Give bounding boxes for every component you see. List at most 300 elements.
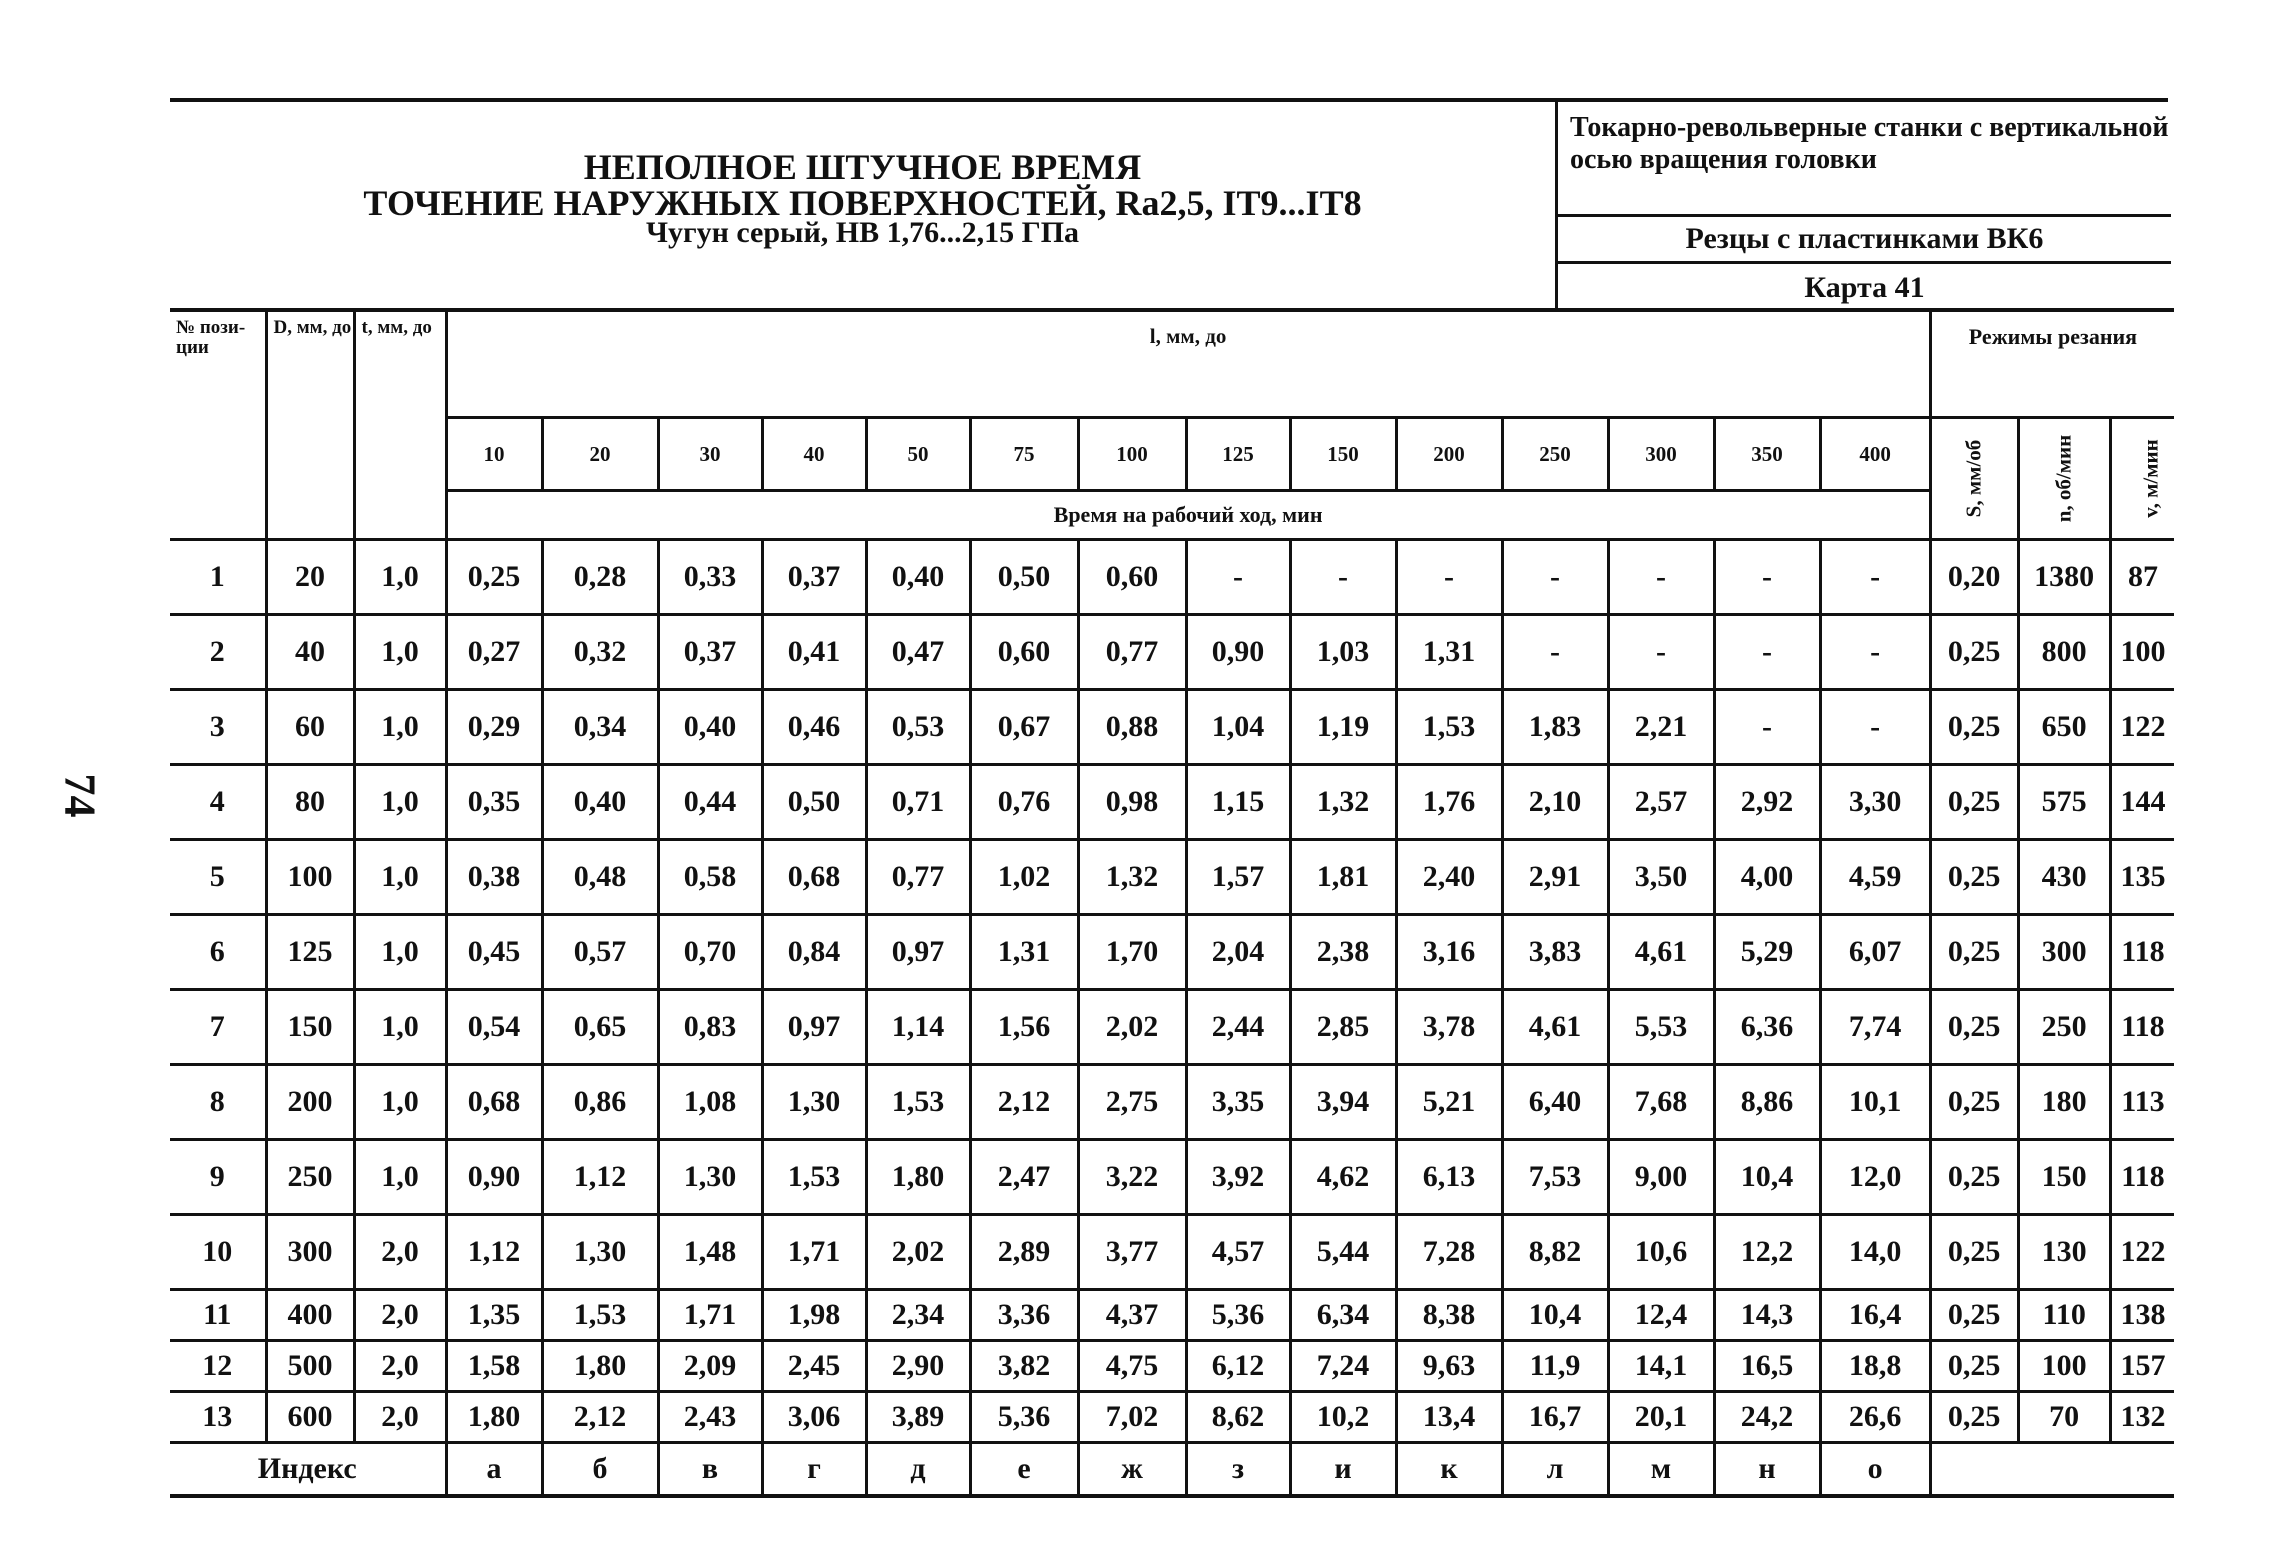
time-cell: 0,65 [542,990,658,1065]
time-cell: 3,78 [1396,990,1502,1065]
header-time: Время на рабочий ход, мин [446,491,1930,540]
time-cell: 1,53 [866,1065,970,1140]
header-depth: t, мм, до [354,310,446,540]
table-row [170,1341,2174,1392]
position-cell: 11 [170,1290,266,1341]
length-values-row [170,418,2174,491]
time-cell: 1,03 [1290,615,1396,690]
time-cell: 0,33 [658,540,762,615]
rpm-cell: 150 [2018,1140,2110,1215]
time-cell: 13,4 [1396,1392,1502,1443]
time-cell: 1,30 [658,1140,762,1215]
time-cell: 5,36 [1186,1290,1290,1341]
table-row [170,540,2174,615]
feed-cell: 0,25 [1930,765,2018,840]
time-cell: - [1820,690,1930,765]
diameter-cell: 40 [266,615,354,690]
table-row [170,990,2174,1065]
time-cell: 2,10 [1502,765,1608,840]
time-cell: 0,45 [446,915,542,990]
index-cell: о [1820,1443,1930,1497]
speed-cell: 144 [2110,765,2174,840]
time-cell: 0,25 [446,540,542,615]
speed-cell: 157 [2110,1341,2174,1392]
time-cell: 3,50 [1608,840,1714,915]
title-block [170,102,1555,312]
time-cell: 0,76 [970,765,1078,840]
length-header: 350 [1714,418,1820,491]
time-cell: 12,0 [1820,1140,1930,1215]
time-cell: 10,4 [1502,1290,1608,1341]
time-table [170,308,2174,1498]
diameter-cell: 100 [266,840,354,915]
time-cell: 2,47 [970,1140,1078,1215]
length-header: 40 [762,418,866,491]
time-cell: 1,53 [1396,690,1502,765]
time-cell: - [1820,615,1930,690]
time-cell: - [1608,615,1714,690]
speed-cell: 118 [2110,915,2174,990]
time-cell: 0,50 [970,540,1078,615]
rpm-cell: 650 [2018,690,2110,765]
time-cell: 2,43 [658,1392,762,1443]
index-cell: г [762,1443,866,1497]
feed-cell: 0,25 [1930,1290,2018,1341]
time-cell: 0,47 [866,615,970,690]
time-cell: 1,31 [970,915,1078,990]
time-cell: 10,6 [1608,1215,1714,1290]
feed-cell: 0,25 [1930,990,2018,1065]
rpm-cell: 575 [2018,765,2110,840]
time-cell: 7,74 [1820,990,1930,1065]
speed-cell: 122 [2110,690,2174,765]
table-row [170,915,2174,990]
index-label: Индекс [170,1443,446,1497]
time-cell: 0,58 [658,840,762,915]
time-cell: 0,44 [658,765,762,840]
feed-cell: 0,25 [1930,1140,2018,1215]
time-cell: 2,45 [762,1341,866,1392]
index-row [170,1443,2174,1497]
time-cell: 0,70 [658,915,762,990]
time-cell: 2,85 [1290,990,1396,1065]
rpm-cell: 130 [2018,1215,2110,1290]
time-cell: 6,13 [1396,1140,1502,1215]
length-header: 20 [542,418,658,491]
time-cell: 4,62 [1290,1140,1396,1215]
depth-cell: 1,0 [354,690,446,765]
length-header: 10 [446,418,542,491]
time-cell: 0,86 [542,1065,658,1140]
time-cell: 7,53 [1502,1140,1608,1215]
time-cell: 0,67 [970,690,1078,765]
time-cell: 16,5 [1714,1341,1820,1392]
depth-cell: 2,0 [354,1290,446,1341]
time-cell: 0,83 [658,990,762,1065]
time-cell: 2,40 [1396,840,1502,915]
time-cell: 14,0 [1820,1215,1930,1290]
machine-type: Токарно-револьверные станки с вертикальной осью вращения головки [1570,112,2169,175]
time-cell: 2,38 [1290,915,1396,990]
index-cell: б [542,1443,658,1497]
time-cell: 5,53 [1608,990,1714,1065]
time-cell: 0,60 [1078,540,1186,615]
time-cell: 0,68 [762,840,866,915]
index-cell: д [866,1443,970,1497]
feed-cell: 0,25 [1930,1065,2018,1140]
time-cell: 16,7 [1502,1392,1608,1443]
time-cell: 0,40 [866,540,970,615]
index-cell: в [658,1443,762,1497]
length-header: 150 [1290,418,1396,491]
length-header: 100 [1078,418,1186,491]
time-cell: 1,15 [1186,765,1290,840]
time-cell: 1,83 [1502,690,1608,765]
time-cell: 1,70 [1078,915,1186,990]
time-cell: 3,30 [1820,765,1930,840]
time-cell: 14,3 [1714,1290,1820,1341]
time-cell: 4,00 [1714,840,1820,915]
time-cell: 10,2 [1290,1392,1396,1443]
index-cell: м [1608,1443,1714,1497]
time-cell: - [1608,540,1714,615]
speed-cell: 132 [2110,1392,2174,1443]
time-cell: 11,9 [1502,1341,1608,1392]
header-rpm: n, об/мин [2018,418,2110,540]
header-cutting-modes: Режимы резания [1930,310,2174,418]
feed-cell: 0,25 [1930,1215,2018,1290]
time-cell: 3,36 [970,1290,1078,1341]
time-cell: 1,08 [658,1065,762,1140]
speed-cell: 118 [2110,990,2174,1065]
index-cell: ж [1078,1443,1186,1497]
time-cell: 0,46 [762,690,866,765]
title-operation: ТОЧЕНИЕ НАРУЖНЫХ ПОВЕРХНОСТЕЙ, Ra2,5, IT9...IT8 [363,183,1362,223]
table-row [170,1140,2174,1215]
rpm-cell: 250 [2018,990,2110,1065]
time-cell: 0,90 [446,1140,542,1215]
time-cell: 0,88 [1078,690,1186,765]
table-row [170,615,2174,690]
time-cell: 2,92 [1714,765,1820,840]
time-cell: 12,2 [1714,1215,1820,1290]
time-cell: 0,32 [542,615,658,690]
position-cell: 12 [170,1341,266,1392]
time-cell: 0,40 [542,765,658,840]
depth-cell: 2,0 [354,1215,446,1290]
diameter-cell: 300 [266,1215,354,1290]
length-header: 200 [1396,418,1502,491]
time-cell: 0,57 [542,915,658,990]
time-cell: 0,77 [1078,615,1186,690]
time-cell: 2,90 [866,1341,970,1392]
time-cell: 3,22 [1078,1140,1186,1215]
time-cell: 6,36 [1714,990,1820,1065]
time-cell: - [1714,540,1820,615]
time-cell: 0,41 [762,615,866,690]
position-cell: 3 [170,690,266,765]
header-length: l, мм, до [446,310,1930,418]
time-cell: 4,37 [1078,1290,1186,1341]
page-number: 74 [55,773,105,818]
time-cell: 6,07 [1820,915,1930,990]
time-cell: 5,44 [1290,1215,1396,1290]
header-feed: S, мм/об [1930,418,2018,540]
diameter-cell: 20 [266,540,354,615]
length-header: 75 [970,418,1078,491]
title-main: НЕПОЛНОЕ ШТУЧНОЕ ВРЕМЯ [583,147,1142,187]
position-cell: 6 [170,915,266,990]
time-cell: 1,30 [542,1215,658,1290]
table-body [170,540,2174,1497]
feed-cell: 0,25 [1930,1341,2018,1392]
time-cell: 1,32 [1290,765,1396,840]
header-right-block [1555,102,2171,312]
time-cell: 12,4 [1608,1290,1714,1341]
time-cell: 26,6 [1820,1392,1930,1443]
time-cell: 0,29 [446,690,542,765]
time-cell: 4,61 [1608,915,1714,990]
time-cell: 1,14 [866,990,970,1065]
time-cell: 2,75 [1078,1065,1186,1140]
depth-cell: 1,0 [354,615,446,690]
time-cell: 0,53 [866,690,970,765]
position-cell: 13 [170,1392,266,1443]
speed-cell: 87 [2110,540,2174,615]
time-cell: 0,77 [866,840,970,915]
speed-cell: 138 [2110,1290,2174,1341]
position-cell: 4 [170,765,266,840]
time-cell: 1,80 [866,1140,970,1215]
table-row [170,1065,2174,1140]
time-cell: - [1714,615,1820,690]
time-cell: 0,84 [762,915,866,990]
index-cell: л [1502,1443,1608,1497]
time-cell: 0,71 [866,765,970,840]
card-number: Карта 41 [1558,261,2171,312]
header-diameter: D, мм, до [266,310,354,540]
time-cell: 1,31 [1396,615,1502,690]
time-cell: 1,35 [446,1290,542,1341]
time-cell: 0,48 [542,840,658,915]
table-row [170,840,2174,915]
time-cell: 0,28 [542,540,658,615]
time-cell: 8,38 [1396,1290,1502,1341]
position-cell: 5 [170,840,266,915]
time-cell: 4,57 [1186,1215,1290,1290]
title-material: Чугун серый, НВ 1,76...2,15 ГПа [645,216,1080,249]
diameter-cell: 200 [266,1065,354,1140]
feed-cell: 0,25 [1930,1392,2018,1443]
position-cell: 2 [170,615,266,690]
speed-cell: 135 [2110,840,2174,915]
time-cell: 0,97 [866,915,970,990]
time-cell: - [1714,690,1820,765]
time-cell: 1,80 [542,1341,658,1392]
time-cell: 1,76 [1396,765,1502,840]
depth-cell: 1,0 [354,840,446,915]
time-cell: 0,68 [446,1065,542,1140]
length-header: 250 [1502,418,1608,491]
time-cell: 2,89 [970,1215,1078,1290]
rpm-cell: 110 [2018,1290,2110,1341]
time-cell: - [1290,540,1396,615]
speed-cell: 100 [2110,615,2174,690]
time-cell: 1,57 [1186,840,1290,915]
rpm-cell: 800 [2018,615,2110,690]
header-position: № пози-ции [170,310,266,540]
length-header: 300 [1608,418,1714,491]
time-cell: 6,12 [1186,1341,1290,1392]
time-cell: 0,90 [1186,615,1290,690]
diameter-cell: 500 [266,1341,354,1392]
time-cell: 6,40 [1502,1065,1608,1140]
time-cell: 5,21 [1396,1065,1502,1140]
position-cell: 10 [170,1215,266,1290]
time-cell: 1,71 [762,1215,866,1290]
diameter-cell: 80 [266,765,354,840]
time-cell: 2,21 [1608,690,1714,765]
table-row [170,1290,2174,1341]
time-cell: 2,44 [1186,990,1290,1065]
time-cell: - [1502,540,1608,615]
diameter-cell: 125 [266,915,354,990]
time-cell: 1,56 [970,990,1078,1065]
time-cell: 3,16 [1396,915,1502,990]
index-cell: е [970,1443,1078,1497]
index-cell: а [446,1443,542,1497]
time-cell: 0,35 [446,765,542,840]
card-header [170,98,2168,312]
time-cell: 2,09 [658,1341,762,1392]
feed-cell: 0,25 [1930,690,2018,765]
table-row [170,690,2174,765]
time-cell: 7,02 [1078,1392,1186,1443]
time-cell: 1,98 [762,1290,866,1341]
time-cell: 2,91 [1502,840,1608,915]
table-row [170,1392,2174,1443]
time-cell: 8,86 [1714,1065,1820,1140]
table-row [170,765,2174,840]
time-cell: 4,61 [1502,990,1608,1065]
time-cell: 0,34 [542,690,658,765]
time-cell: 1,58 [446,1341,542,1392]
speed-cell: 113 [2110,1065,2174,1140]
time-cell: 1,30 [762,1065,866,1140]
time-cell: 6,34 [1290,1290,1396,1341]
depth-cell: 2,0 [354,1341,446,1392]
time-cell: 5,36 [970,1392,1078,1443]
length-header: 30 [658,418,762,491]
tool-type: Резцы с пластинками ВК6 [1558,214,2171,261]
position-cell: 9 [170,1140,266,1215]
time-cell: 1,12 [446,1215,542,1290]
time-cell: 2,57 [1608,765,1714,840]
time-cell: 4,59 [1820,840,1930,915]
time-cell: 5,29 [1714,915,1820,990]
time-cell: 3,82 [970,1341,1078,1392]
time-cell: 1,81 [1290,840,1396,915]
time-cell: 2,04 [1186,915,1290,990]
depth-cell: 2,0 [354,1392,446,1443]
time-cell: 8,82 [1502,1215,1608,1290]
index-cell: з [1186,1443,1290,1497]
time-cell: 3,77 [1078,1215,1186,1290]
time-cell: 3,89 [866,1392,970,1443]
time-cell: 18,8 [1820,1341,1930,1392]
time-cell: - [1186,540,1290,615]
feed-cell: 0,25 [1930,615,2018,690]
diameter-cell: 150 [266,990,354,1065]
depth-cell: 1,0 [354,765,446,840]
position-cell: 7 [170,990,266,1065]
time-cell: 1,04 [1186,690,1290,765]
time-cell: 4,75 [1078,1341,1186,1392]
time-cell: 0,37 [762,540,866,615]
index-cell: н [1714,1443,1820,1497]
time-cell: 7,68 [1608,1065,1714,1140]
table-row [170,1215,2174,1290]
time-cell: 7,28 [1396,1215,1502,1290]
rpm-cell: 100 [2018,1341,2110,1392]
feed-cell: 0,25 [1930,840,2018,915]
time-cell: 7,24 [1290,1341,1396,1392]
time-cell: 20,1 [1608,1392,1714,1443]
depth-cell: 1,0 [354,540,446,615]
length-header: 400 [1820,418,1930,491]
time-cell: 1,80 [446,1392,542,1443]
time-cell: 0,60 [970,615,1078,690]
time-cell: 1,12 [542,1140,658,1215]
length-header: 125 [1186,418,1290,491]
time-cell: 2,02 [866,1215,970,1290]
time-cell: 1,32 [1078,840,1186,915]
time-cell: 1,53 [542,1290,658,1341]
time-cell: 8,62 [1186,1392,1290,1443]
length-header: 50 [866,418,970,491]
time-cell: 9,63 [1396,1341,1502,1392]
time-cell: 0,54 [446,990,542,1065]
time-cell: 2,12 [542,1392,658,1443]
time-cell: 3,83 [1502,915,1608,990]
rpm-cell: 430 [2018,840,2110,915]
time-cell: 0,98 [1078,765,1186,840]
feed-cell: 0,25 [1930,915,2018,990]
time-cell: 0,38 [446,840,542,915]
time-cell: 9,00 [1608,1140,1714,1215]
position-cell: 8 [170,1065,266,1140]
index-cell: к [1396,1443,1502,1497]
time-cell: - [1502,615,1608,690]
rpm-cell: 180 [2018,1065,2110,1140]
time-cell: 0,40 [658,690,762,765]
header-speed: v, м/мин [2110,418,2174,540]
diameter-cell: 60 [266,690,354,765]
speed-cell: 118 [2110,1140,2174,1215]
position-cell: 1 [170,540,266,615]
rpm-cell: 70 [2018,1392,2110,1443]
time-cell: 0,97 [762,990,866,1065]
rpm-cell: 1380 [2018,540,2110,615]
diameter-cell: 400 [266,1290,354,1341]
time-cell: 10,4 [1714,1140,1820,1215]
feed-cell: 0,20 [1930,540,2018,615]
time-cell: 1,48 [658,1215,762,1290]
depth-cell: 1,0 [354,915,446,990]
time-cell: 0,50 [762,765,866,840]
diameter-cell: 250 [266,1140,354,1215]
time-cell: 14,1 [1608,1341,1714,1392]
